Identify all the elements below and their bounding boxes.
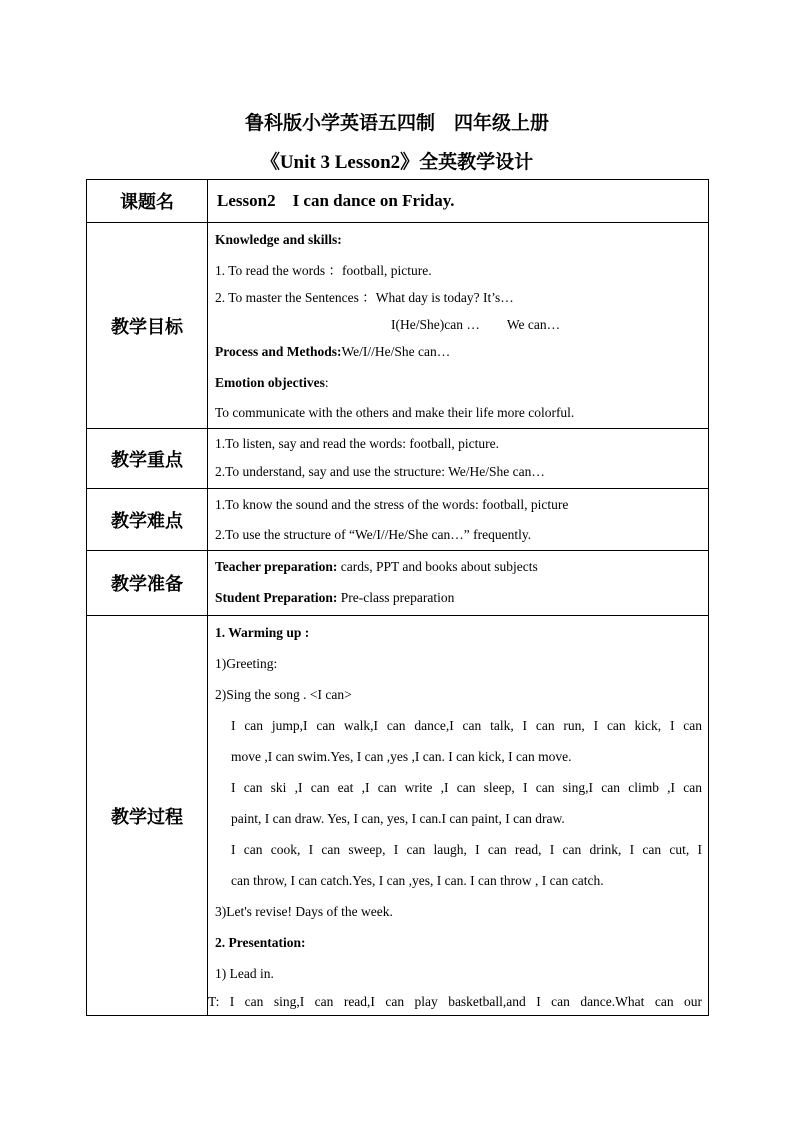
- knowledge-item-2: 2. To master the Sentences ：What day is today? It’s…: [215, 290, 514, 305]
- sing-song: 2)Sing the song . <I can>: [215, 687, 352, 702]
- knowledge-item-3: I(He/She)can … We can…: [391, 317, 561, 332]
- lesson-plan-table: [86, 179, 709, 1016]
- table-row-topic: [87, 180, 709, 223]
- song-line: paint, I can draw. Yes, I can, yes, I can.I can paint, I can draw.: [231, 811, 565, 826]
- song-line: I can cook, I can sweep, I can laugh, I can read, I can drink, I can cut, I: [231, 842, 702, 857]
- knowledge-heading: Knowledge and skills:: [215, 232, 342, 247]
- table-row-preparation: [87, 551, 709, 616]
- label-topic: 课题名: [87, 180, 208, 223]
- table-row-difficult-points: [87, 489, 709, 551]
- revise: 3)Let's revise! Days of the week.: [215, 904, 393, 919]
- process-heading: Process and Methods:: [215, 344, 342, 359]
- student-preparation: Student Preparation: Pre-class preparation: [215, 590, 455, 605]
- label-preparation: 教学准备: [87, 551, 208, 616]
- song-line: move ,I can swim.Yes, I can ,yes ,I can. I can kick, I can move.: [231, 749, 572, 764]
- emotion-heading: Emotion objectives: [215, 375, 325, 390]
- teacher-preparation: Teacher preparation: cards, PPT and books about subjects: [215, 559, 538, 574]
- difficult-point-2: 2.To use the structure of “We/I//He/She can…” frequently.: [215, 527, 532, 542]
- document-title: 鲁科版小学英语五四制 四年级上册: [244, 113, 549, 134]
- emotion-line: Emotion objectives:: [215, 375, 329, 390]
- song-line: can throw, I can catch.Yes, I can ,yes, I can. I can throw , I can catch.: [231, 873, 604, 888]
- table-row-process: [87, 616, 709, 1016]
- table-row-goals: [87, 223, 709, 429]
- presentation-heading: 2. Presentation:: [215, 935, 306, 950]
- emotion-value: To communicate with the others and make their life more colorful.: [215, 405, 575, 420]
- difficult-point-1: 1.To know the sound and the stress of the words: football, picture: [215, 497, 569, 512]
- teacher-line: T: I can sing,I can read,I can play basketball,and I can dance.What can our: [208, 994, 702, 1009]
- lesson-title: Lesson2 I can dance on Friday.: [217, 191, 455, 210]
- label-key-points: 教学重点: [87, 429, 208, 489]
- label-difficult-points: 教学难点: [87, 489, 208, 551]
- process-value: We/I//He/She can…: [341, 344, 451, 359]
- song-line: I can jump,I can walk,I can dance,I can talk, I can run, I can kick, I can: [231, 718, 702, 733]
- lead-in: 1) Lead in.: [215, 966, 274, 981]
- process-methods: [215, 338, 702, 366]
- key-point-2: 2.To understand, say and use the structure: We/He/She can…: [215, 464, 545, 479]
- key-point-1: 1.To listen, say and read the words: football, picture.: [215, 436, 499, 451]
- table-row-key-points: [87, 429, 709, 489]
- greeting: 1)Greeting:: [215, 656, 278, 671]
- song-line: I can ski ,I can eat ,I can write ,I can sleep, I can sing,I can climb ,I can: [231, 780, 702, 795]
- warming-up-heading: 1. Warming up :: [215, 625, 310, 640]
- label-goals: 教学目标: [87, 223, 208, 429]
- knowledge-item-1: 1. To read the words ：football, picture.: [215, 263, 432, 278]
- document-subtitle: 《Unit 3 Lesson2》全英教学设计: [260, 152, 534, 173]
- label-process: 教学过程: [87, 616, 208, 1016]
